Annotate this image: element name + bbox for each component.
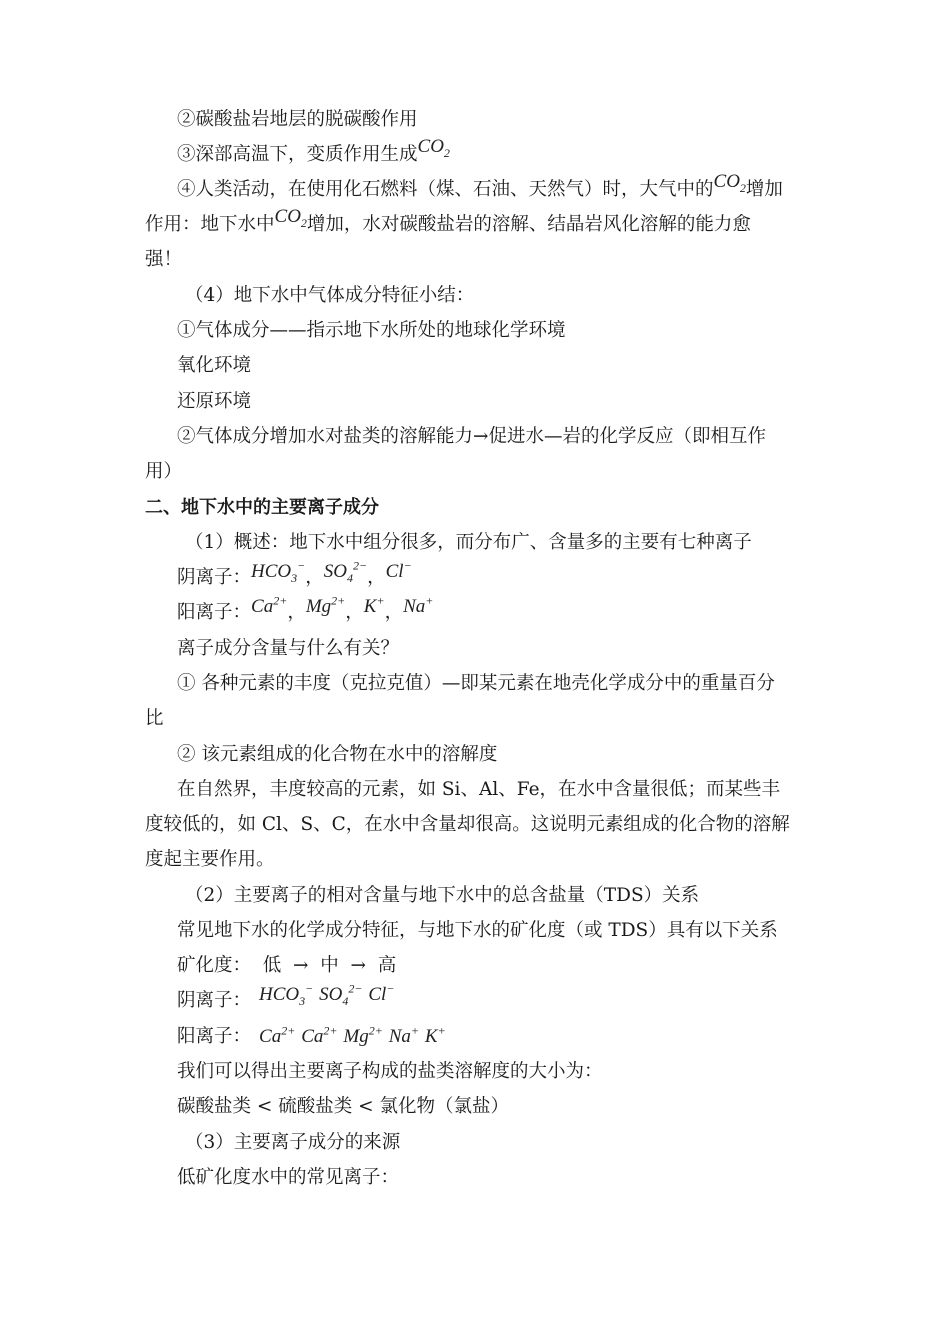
section-heading: 二、地下水中的主要离子成分 bbox=[145, 497, 379, 518]
formula-so4: $SO_4^{2-}$ bbox=[319, 981, 363, 1008]
formula-mg: $Mg^{2+}$ bbox=[343, 1023, 383, 1047]
text-line bbox=[177, 389, 251, 415]
text-line bbox=[145, 847, 275, 873]
paragraph-text: 常见地下水的化学成分特征，与地下水的矿化度（或 TDS）具有以下关系 bbox=[177, 920, 778, 941]
text-line bbox=[185, 530, 752, 556]
text-line bbox=[177, 107, 418, 133]
formula-k: K+ bbox=[424, 1023, 446, 1047]
paragraph-text: ③深部高温下，变质作用生成 bbox=[177, 144, 418, 165]
text-line bbox=[145, 206, 751, 238]
text-line bbox=[145, 812, 790, 838]
label: 阳离子： bbox=[177, 1026, 252, 1047]
paragraph-text: ②气体成分增加水对盐类的溶解能力→促进水—岩的化学反应（即相互作 bbox=[177, 426, 767, 447]
formula-so4: $SO_4^{2-}$ bbox=[323, 558, 368, 585]
formula-na: Na+ bbox=[403, 593, 434, 617]
paragraph-text: 还原环境 bbox=[177, 391, 252, 412]
paragraph-text: 我们可以得出主要离子构成的盐类溶解度的大小为： bbox=[177, 1061, 603, 1082]
text-line bbox=[177, 1059, 603, 1085]
anion-sequence-line bbox=[177, 981, 395, 1014]
paragraph-text: ②碳酸盐岩地层的脱碳酸作用 bbox=[177, 109, 418, 130]
text-line bbox=[145, 247, 182, 273]
paragraph-text: 碳酸盐类 < 硫酸盐类 < 氯化物（氯盐） bbox=[177, 1096, 510, 1117]
cation-sequence-line bbox=[177, 1024, 446, 1050]
text-line bbox=[177, 136, 450, 168]
formula-co2: $CO_2$ bbox=[274, 206, 307, 230]
paragraph-text: 矿化度： 低 → 中 → 高 bbox=[177, 955, 397, 976]
subheading: （2）主要离子的相对含量与地下水中的总含盐量（TDS）关系 bbox=[185, 885, 700, 906]
text-line bbox=[177, 953, 396, 979]
formula-co2: $CO_2$ bbox=[417, 136, 450, 160]
paragraph-text: ② 该元素组成的化合物在水中的溶解度 bbox=[177, 744, 498, 765]
formula-cl: Cl− bbox=[385, 558, 412, 582]
paragraph-text: 在自然界，丰度较高的元素，如 Si、Al、Fe，在水中含量很低；而某些丰 bbox=[177, 779, 781, 800]
text-line bbox=[177, 1094, 509, 1120]
text-line bbox=[177, 671, 775, 697]
paragraph-text: 用） bbox=[145, 461, 183, 482]
text-line bbox=[177, 777, 780, 803]
text-line bbox=[185, 883, 699, 909]
formula-na: Na+ bbox=[388, 1023, 420, 1047]
text-line bbox=[185, 283, 474, 309]
formula-k: K+ bbox=[363, 593, 385, 617]
label: 阳离子： bbox=[177, 602, 252, 623]
text-line bbox=[177, 1165, 399, 1191]
formula-ca: $Ca^{2+}$ bbox=[251, 593, 288, 617]
paragraph-text: 度起主要作用。 bbox=[145, 849, 275, 870]
text-line bbox=[177, 918, 778, 944]
subheading: （3）主要离子成分的来源 bbox=[185, 1132, 401, 1153]
paragraph-text: 作用：地下水中 bbox=[145, 214, 275, 235]
text-line bbox=[177, 742, 497, 768]
label: 阴离子： bbox=[177, 990, 252, 1011]
text-line bbox=[177, 636, 399, 662]
text-line bbox=[145, 706, 164, 732]
paragraph-text: 氧化环境 bbox=[177, 355, 252, 376]
text-line bbox=[185, 1130, 400, 1156]
formula-hco3: $HCO_3^-$ bbox=[259, 981, 314, 1008]
paragraph-text: ① 各种元素的丰度（克拉克值）—即某元素在地壳化学成分中的重量百分 bbox=[177, 673, 775, 694]
paragraph-text: （1）概述：地下水中组分很多，而分布广、含量多的主要有七种离子 bbox=[185, 532, 752, 553]
formula-co2: $CO_2$ bbox=[713, 171, 746, 195]
text-line bbox=[177, 318, 566, 344]
formula-hco3: $HCO_3^-$ bbox=[251, 558, 306, 585]
paragraph-text: 比 bbox=[145, 708, 164, 729]
subheading: （4）地下水中气体成分特征小结： bbox=[185, 285, 475, 306]
paragraph-text: 强！ bbox=[145, 249, 183, 270]
text-line bbox=[145, 459, 182, 485]
paragraph-text: 增加 bbox=[745, 179, 783, 200]
formula-ca: $Ca^{2+}$ bbox=[259, 1023, 296, 1047]
paragraph-text: ①气体成分——指示地下水所处的地球化学环境 bbox=[177, 320, 566, 341]
formula-ca: $Ca^{2+}$ bbox=[301, 1023, 338, 1047]
text-line bbox=[177, 171, 783, 203]
formula-mg: $Mg^{2+}$ bbox=[305, 593, 346, 617]
paragraph-text: 低矿化度水中的常见离子： bbox=[177, 1167, 400, 1188]
label: 阴离子： bbox=[177, 567, 252, 588]
formula-cl: Cl− bbox=[368, 981, 395, 1005]
anion-line: 阴离子：$HCO_3^-$，$SO_4^{2-}$，Cl− bbox=[177, 558, 412, 588]
text-line bbox=[177, 353, 251, 379]
text-line bbox=[177, 424, 766, 450]
paragraph-text: 增加，水对碳酸盐岩的溶解、结晶岩风化溶解的能力愈 bbox=[306, 214, 751, 235]
paragraph-text: 离子成分含量与什么有关？ bbox=[177, 638, 400, 659]
cation-line: 阳离子：$Ca^{2+}$，$Mg^{2+}$，K+，Na+ bbox=[177, 593, 434, 623]
paragraph-text: ④人类活动，在使用化石燃料（煤、石油、天然气）时，大气中的 bbox=[177, 179, 714, 200]
paragraph-text: 度较低的，如 Cl、S、C，在水中含量却很高。这说明元素组成的化合物的溶解 bbox=[145, 814, 790, 835]
